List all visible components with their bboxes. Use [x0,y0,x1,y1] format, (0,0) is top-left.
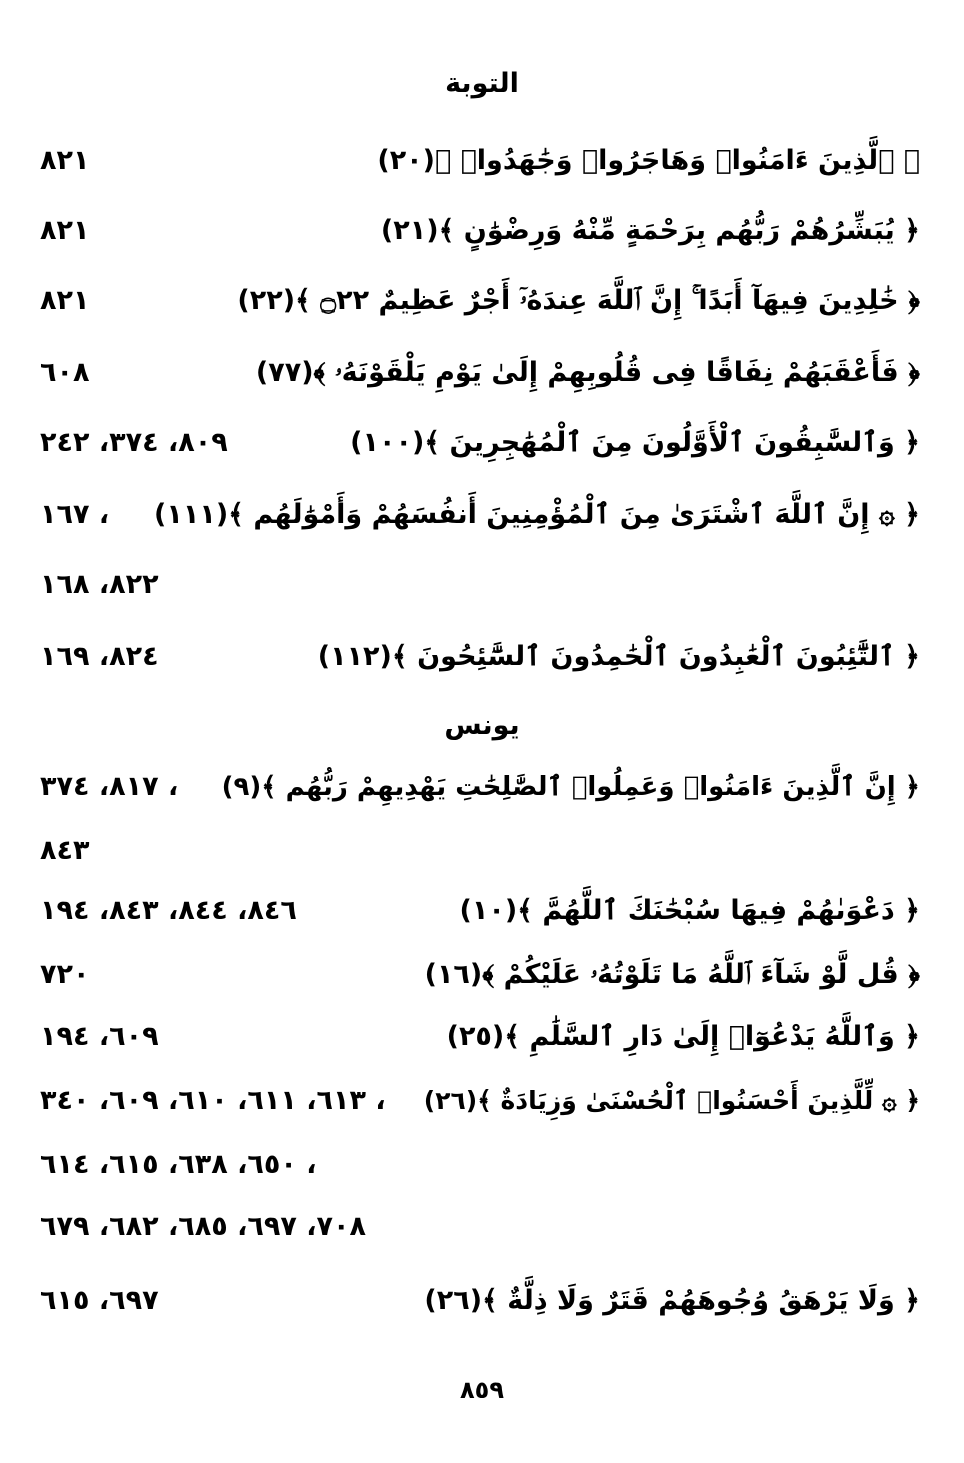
verse-text: ﴿ قُل لَّوْ شَآءَ ٱللَّهُ مَا تَلَوْتُهُۥ عَلَيْكُمْ ﴾(١٦) [424,959,920,990]
index-row-continuation [40,558,920,612]
index-row [40,488,920,542]
page-references: ٦٠٩، ١٩٤ [40,1021,159,1052]
verse-text: ﴿ ٱلَّذِينَ ءَامَنُوا۟ وَهَاجَرُوا۟ وَجَٰهَدُوا۟ ﴾(٢٠) [377,145,920,176]
page-references: ٨٤٦، ٨٤٤، ٨٤٣، ١٩٤ [40,895,297,926]
verse-text: ﴿ خَٰلِدِينَ فِيهَآ أَبَدًا ۚ إِنَّ ٱللَّهَ عِندَهُۥٓ أَجْرٌ عَظِيمٌ ۝٢٢ ﴾(٢٢) [237,285,920,316]
verse-text: ﴿ وَٱللَّهُ يَدْعُوٓا۟ إِلَىٰ دَارِ ٱلسَّلَٰمِ ﴾(٢٥) [446,1021,920,1052]
page-references: ، ١٦٧ [40,499,110,530]
index-row [40,630,920,684]
page-references: ، ٦٥٠، ٦٣٨، ٦١٥، ٦١٤ [40,1149,317,1180]
index-row-continuation [40,824,920,878]
page-references: ٦٩٧، ٦١٥ [40,1285,159,1316]
index-row [40,1074,920,1128]
verse-text: ﴿ فَأَعْقَبَهُمْ نِفَاقًا فِى قُلُوبِهِمْ إِلَىٰ يَوْمِ يَلْقَوْنَهُۥ ﴾(٧٧) [255,357,920,388]
page-references: ٨٢١ [40,285,90,316]
page-references: ٨٢٢، ١٦٨ [40,569,159,600]
surah-heading-yunus: يونس [444,710,520,741]
verse-text: ﴿ ۞ لِّلَّذِينَ أَحْسَنُوا۟ ٱلْحُسْنَىٰ وَزِيَادَةٌ ﴾(٢٦) [423,1086,920,1115]
verse-text: ﴿ ۞ إِنَّ ٱللَّهَ ٱشْتَرَىٰ مِنَ ٱلْمُؤْمِنِينَ أَنفُسَهُمْ وَأَمْوَٰلَهُم ﴾(١١١) [154,499,920,530]
page-references: ٨٤٣ [40,835,90,866]
page-references: ٧٠٨، ٦٩٧، ٦٨٥، ٦٨٢، ٦٧٩ [40,1211,366,1242]
verse-text: ﴿ يُبَشِّرُهُمْ رَبُّهُم بِرَحْمَةٍ مِّنْهُ وَرِضْوَٰنٍ ﴾(٢١) [380,215,920,246]
page-references: ، ٨١٧، ٣٧٤ [40,771,179,802]
page-number: ٨٥٩ [460,1376,504,1404]
index-row [40,416,920,470]
index-row [40,1274,920,1328]
index-row [40,274,920,328]
index-row [40,204,920,258]
verse-text: ﴿ وَٱلسَّٰبِقُونَ ٱلْأَوَّلُونَ مِنَ ٱلْمُهَٰجِرِينَ ﴾(١٠٠) [350,427,920,458]
index-row-continuation [40,1138,920,1192]
index-row [40,948,920,1002]
verse-text: ﴿ دَعْوَىٰهُمْ فِيهَا سُبْحَٰنَكَ ٱللَّهُمَّ ﴾(١٠) [459,895,920,926]
index-row [40,1010,920,1064]
page-references: ، ٦١٣، ٦١١، ٦١٠، ٦٠٩، ٣٤٠ [40,1085,386,1116]
index-row [40,134,920,188]
index-row [40,760,920,814]
page-references: ٦٠٨ [40,357,90,388]
index-row-continuation [40,1200,920,1254]
verse-text: ﴿ وَلَا يَرْهَقُ وُجُوهَهُمْ قَتَرٌ وَلَا ذِلَّةٌ ﴾(٢٦) [424,1285,920,1316]
page-references: ٧٢٠ [40,959,90,990]
index-row [40,346,920,400]
verse-text: ﴿ إِنَّ ٱلَّذِينَ ءَامَنُوا۟ وَعَمِلُوا۟ ٱلصَّٰلِحَٰتِ يَهْدِيهِمْ رَبُّهُم ﴾(٩) [221,772,920,802]
index-row [40,884,920,938]
surah-heading-tawba: التوبة [445,68,519,99]
verse-text: ﴿ ٱلتَّٰٓئِبُونَ ٱلْعَٰبِدُونَ ٱلْحَٰمِدُونَ ٱلسَّٰٓئِحُونَ ﴾(١١٢) [317,641,920,672]
page-references: ٨٠٩، ٣٧٤، ٢٤٢ [40,427,228,458]
page-references: ٨٢٤، ١٦٩ [40,641,159,672]
page-references: ٨٢١ [40,215,90,246]
page-references: ٨٢١ [40,145,90,176]
